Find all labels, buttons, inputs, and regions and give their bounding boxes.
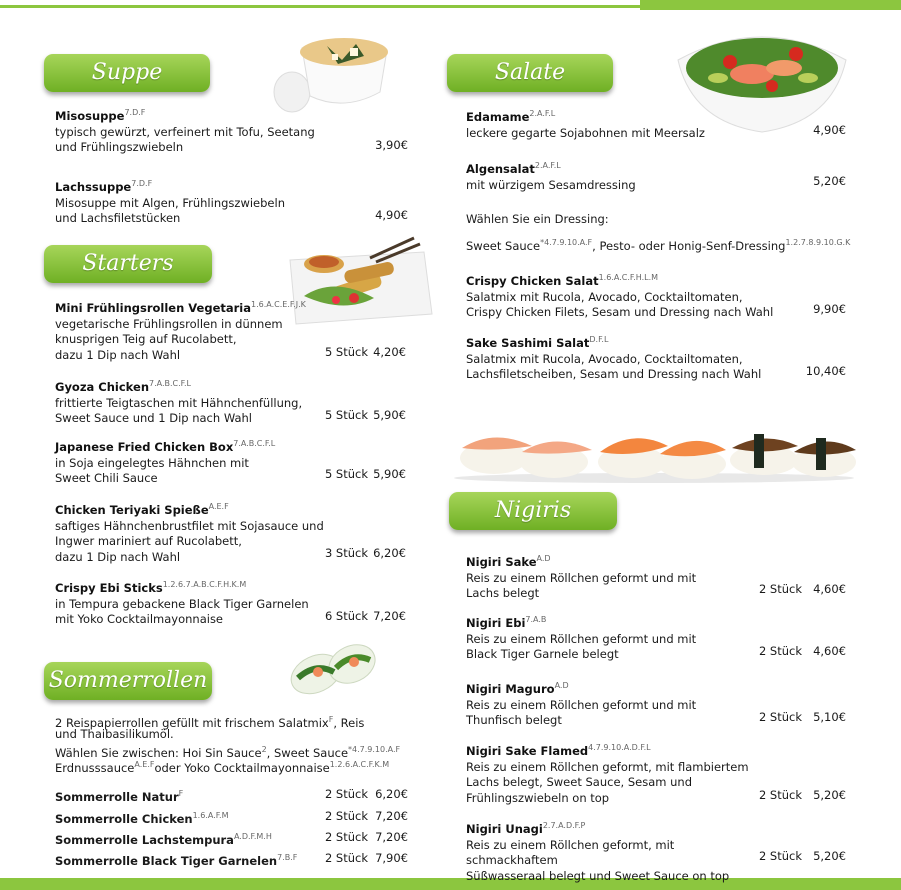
menu-item (466, 612, 756, 663)
item-desc: leckere gegarte Sojabohnen mit Meersalz (466, 125, 705, 140)
item-desc: vegetarische Frühlingsrollen in dünnem (55, 316, 283, 331)
menu-item (55, 808, 229, 828)
item-desc: dazu 1 Dip nach Wahl (55, 549, 181, 564)
item-qty: 2 Stück (324, 851, 368, 865)
item-price: 4,90€ (375, 208, 408, 222)
item-desc: Salatmix mit Rucola, Avocado, Cocktailtomaten, (466, 351, 743, 366)
intro-text: Erdnusssauce (55, 761, 135, 775)
item-desc: Reis zu einem Röllchen geformt und mit (466, 697, 697, 712)
item-qty: 6 Stück (324, 609, 368, 623)
item-desc: Sweet Sauce und 1 Dip nach Wahl (55, 411, 252, 425)
item-allergens: D.F.L (589, 335, 609, 344)
item-price: 5,20€ (813, 849, 846, 863)
menu-item (55, 436, 325, 487)
intro-allergens: F (328, 715, 334, 724)
menu-item (466, 270, 786, 321)
item-price: 7,20€ (375, 830, 408, 844)
item-desc: frittierte Teigtaschen mit Hähnchenfüllung, (55, 395, 303, 410)
intro-text: , Sweet Sauce (266, 746, 349, 760)
item-desc: saftiges Hähnchenbrustfilet mit Sojasauce und (55, 518, 324, 533)
item-desc: Frühlingszwiebeln on top (466, 790, 610, 805)
item-name: Crispy Ebi Sticks (55, 581, 163, 595)
item-desc: Reis zu einem Röllchen geformt, mit flambiertem (466, 759, 749, 774)
item-allergens: 7.A.B.C.F.L (233, 439, 276, 448)
item-price: 6,20€ (373, 546, 406, 560)
menu-item (55, 577, 325, 628)
menu-item (55, 297, 325, 363)
sommerrollen-intro-line (55, 757, 389, 777)
item-qty: 2 Stück (758, 582, 802, 596)
item-allergens: A.D (536, 554, 551, 563)
nigiri-photo (454, 418, 862, 484)
item-name: Crispy Chicken Salat (466, 274, 599, 288)
item-price: 5,90€ (373, 467, 406, 481)
item-name: Mini Frühlingsrollen Vegetaria (55, 301, 252, 315)
intro-allergens: A.E.F (134, 760, 155, 769)
item-price: 4,60€ (813, 644, 846, 658)
item-price: 7,20€ (375, 809, 408, 823)
item-desc: mit Yoko Cocktailmayonnaise (55, 612, 224, 626)
item-name: Misosuppe (55, 109, 125, 123)
item-price: 4,20€ (373, 345, 406, 359)
item-allergens: A.E.F (208, 502, 229, 511)
item-qty: 2 Stück (758, 788, 802, 802)
item-allergens: 1.2.6.7.A.B.C.F.H.K.M (162, 580, 247, 589)
menu-item (466, 678, 756, 729)
sommerrollen-intro-line: und Thaibasilikumöl. (55, 727, 174, 741)
item-price: 3,90€ (375, 138, 408, 152)
item-price: 5,20€ (813, 174, 846, 188)
section-header-nigiris: Nigiris (449, 492, 617, 530)
dressing-text: , Pesto- oder Honig-Senf-Dressing (592, 239, 786, 253)
item-price: 5,90€ (373, 408, 406, 422)
item-price: 10,40€ (805, 364, 846, 378)
menu-item (466, 332, 786, 383)
dressing-allergens: 1.2.7.8.9.10.G.K (785, 238, 851, 247)
item-allergens: 2.A.F.L (534, 161, 561, 170)
menu-item (55, 829, 272, 849)
item-price: 9,90€ (813, 302, 846, 316)
intro-allergens: *4.7.9.10.A.F (348, 745, 401, 754)
item-allergens: 4.7.9.10.A.D.F.L (588, 743, 651, 752)
summer-rolls-photo (286, 632, 386, 704)
item-desc: Lachsfiletscheiben, Sesam und Dressing nach Wahl (466, 367, 762, 381)
section-header-starters: Starters (44, 245, 212, 283)
item-desc: Salatmix mit Rucola, Avocado, Cocktailtomaten, (466, 289, 743, 304)
item-desc: Süßwasseraal belegt und Sweet Sauce on top (466, 868, 730, 883)
menu-item (55, 850, 297, 870)
top-decor-bar (0, 0, 901, 12)
menu-item (466, 158, 786, 193)
item-qty: 5 Stück (324, 467, 368, 481)
intro-allergens: 2 (261, 745, 267, 754)
item-name: Nigiri Sake (466, 555, 537, 569)
item-name: Nigiri Sake Flamed (466, 744, 589, 758)
item-desc: Sweet Chili Sauce (55, 471, 158, 485)
menu-item (55, 499, 325, 565)
item-allergens: 7.D.F (124, 108, 146, 117)
item-qty: 3 Stück (324, 546, 368, 560)
item-qty: 2 Stück (324, 809, 368, 823)
item-name: Chicken Teriyaki Spieße (55, 503, 209, 517)
dressing-options (466, 235, 850, 255)
item-name: Nigiri Maguro (466, 682, 555, 696)
item-desc: Reis zu einem Röllchen geformt und mit (466, 631, 697, 646)
item-price: 5,10€ (813, 710, 846, 724)
item-desc: Reis zu einem Röllchen geformt und mit (466, 570, 697, 585)
item-price: 7,90€ (375, 851, 408, 865)
intro-text: , Reis (333, 716, 365, 730)
item-allergens: A.D (554, 681, 569, 690)
item-desc: knusprigen Teig auf Rucolabett, (55, 332, 237, 346)
item-desc: Lachs belegt (466, 586, 540, 600)
menu-item (466, 106, 786, 141)
item-allergens: 7.A.B.C.F.L (149, 379, 191, 388)
menu-item (55, 176, 355, 227)
item-allergens: 1.6.A.F.M (192, 811, 229, 820)
item-name: Nigiri Unagi (466, 822, 543, 836)
item-allergens: 2.7.A.D.F.P (542, 821, 586, 830)
item-price: 4,90€ (813, 123, 846, 137)
intro-text: oder Yoko Cocktailmayonnaise (154, 761, 330, 775)
item-name: Edamame (466, 110, 530, 124)
item-allergens: 1.6.A.C.E.F.J.K (251, 300, 306, 309)
item-qty: 5 Stück (324, 408, 368, 422)
dressing-heading: Wählen Sie ein Dressing: (466, 212, 609, 226)
intro-text: 2 Reispapierrollen gefüllt mit frischem Salatmix (55, 716, 329, 730)
intro-allergens: 1.2.6.A.C.F.K.M (329, 760, 390, 769)
item-desc: in Tempura gebackene Black Tiger Garnelen (55, 596, 309, 611)
item-qty: 5 Stück (324, 345, 368, 359)
item-desc: Thunfisch belegt (466, 713, 562, 727)
item-name: Sommerrolle Natur (55, 790, 179, 804)
item-allergens: 7.D.F (131, 179, 153, 188)
item-qty: 2 Stück (324, 830, 368, 844)
item-price: 6,20€ (375, 787, 408, 801)
menu-item (466, 551, 756, 602)
item-desc: und Frühlingszwiebeln (55, 140, 184, 154)
menu-item (55, 376, 325, 427)
item-desc: Black Tiger Garnele belegt (466, 647, 619, 661)
section-header-sommerrollen: Sommerrollen (44, 662, 212, 700)
item-qty: 2 Stück (324, 787, 368, 801)
intro-text: Wählen Sie zwischen: Hoi Sin Sauce (55, 746, 262, 760)
item-desc: Misosuppe mit Algen, Frühlingszwiebeln (55, 195, 285, 210)
item-desc: dazu 1 Dip nach Wahl (55, 347, 181, 362)
item-desc: mit würzigem Sesamdressing (466, 177, 636, 192)
item-name: Sommerrolle Black Tiger Garnelen (55, 854, 278, 868)
item-allergens: 2.A.F.L (529, 109, 556, 118)
dressing-allergens: *4.7.9.10.A.F (540, 238, 593, 247)
item-name: Sake Sashimi Salat (466, 336, 590, 350)
item-price: 7,20€ (373, 609, 406, 623)
item-price: 5,20€ (813, 788, 846, 802)
menu-item (55, 786, 183, 806)
item-allergens: 1.6.A.C.F.H.L.M (598, 273, 659, 282)
item-allergens: 7.A.B (525, 615, 547, 624)
section-header-suppe: Suppe (44, 54, 210, 92)
item-name: Nigiri Ebi (466, 616, 526, 630)
item-desc: Lachs belegt, Sweet Sauce, Sesam und (466, 775, 692, 789)
item-desc: und Lachsfiletstücken (55, 211, 181, 225)
menu-item (466, 818, 766, 884)
item-name: Japanese Fried Chicken Box (55, 440, 234, 454)
item-desc: typisch gewürzt, verfeinert mit Tofu, Seetang (55, 124, 315, 139)
item-allergens: F (178, 789, 184, 798)
menu-item (55, 105, 355, 156)
item-price: 4,60€ (813, 582, 846, 596)
item-name: Algensalat (466, 162, 535, 176)
item-name: Lachssuppe (55, 180, 132, 194)
item-allergens: A.D.F.M.H (233, 832, 272, 841)
section-header-salate: Salate (447, 54, 613, 92)
item-desc: Crispy Chicken Filets, Sesam und Dressing nach Wahl (466, 305, 774, 319)
item-allergens: 7.B.F (277, 853, 298, 862)
item-name: Gyoza Chicken (55, 380, 150, 394)
item-name: Sommerrolle Lachstempura (55, 833, 234, 847)
item-qty: 2 Stück (758, 849, 802, 863)
item-desc: in Soja eingelegtes Hähnchen mit (55, 455, 249, 470)
item-desc: Reis zu einem Röllchen geformt, mit schmackhaftem (466, 837, 675, 867)
item-name: Sommerrolle Chicken (55, 812, 193, 826)
dressing-text: Sweet Sauce (466, 239, 541, 253)
item-desc: Ingwer mariniert auf Rucolabett, (55, 534, 242, 548)
item-qty: 2 Stück (758, 710, 802, 724)
menu-item (466, 740, 756, 806)
item-qty: 2 Stück (758, 644, 802, 658)
